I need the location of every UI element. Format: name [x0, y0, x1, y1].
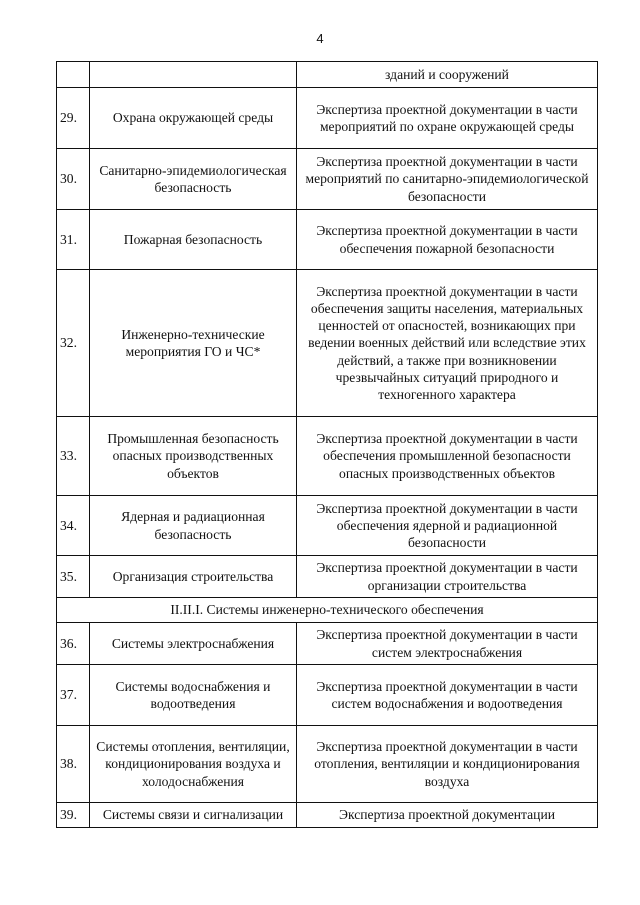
row-number: 32.	[57, 270, 90, 417]
row-name: Инженерно-технические мероприятия ГО и ЧС*	[90, 270, 297, 417]
table-row	[57, 88, 598, 149]
table-row	[57, 417, 598, 496]
row-number: 33.	[57, 417, 90, 496]
row-description: Экспертиза проектной документации	[297, 803, 598, 828]
row-name: Системы отопления, вентиляции, кондиционирования воздуха и холодоснабжения	[90, 726, 297, 803]
row-description: Экспертиза проектной документации в части систем электроснабжения	[297, 623, 598, 665]
row-description: зданий и сооружений	[297, 62, 598, 88]
table-row	[57, 149, 598, 210]
row-description: Экспертиза проектной документации в части обеспечения ядерной и радиационной безопасности	[297, 496, 598, 556]
row-number: 37.	[57, 665, 90, 726]
row-name: Санитарно-эпидемиологическая безопасность	[90, 149, 297, 210]
row-name: Организация строительства	[90, 556, 297, 598]
section-heading: II.II.I. Системы инженерно-технического обеспечения	[57, 598, 598, 623]
row-number: 34.	[57, 496, 90, 556]
expertise-table	[56, 61, 598, 828]
row-name: Системы связи и сигнализации	[90, 803, 297, 828]
row-description: Экспертиза проектной документации в части систем водоснабжения и водоотведения	[297, 665, 598, 726]
row-description: Экспертиза проектной документации в части отопления, вентиляции и кондиционирования воздуха	[297, 726, 598, 803]
row-name: Промышленная безопасность опасных производственных объектов	[90, 417, 297, 496]
row-description: Экспертиза проектной документации в части мероприятий по санитарно-эпидемиологической безопасности	[297, 149, 598, 210]
table-row	[57, 803, 598, 828]
row-number: 31.	[57, 210, 90, 270]
row-description: Экспертиза проектной документации в части организации строительства	[297, 556, 598, 598]
row-description: Экспертиза проектной документации в части обеспечения промышленной безопасности опасных производственных объектов	[297, 417, 598, 496]
table-row	[57, 496, 598, 556]
table-row	[57, 623, 598, 665]
row-name: Пожарная безопасность	[90, 210, 297, 270]
table-row	[57, 726, 598, 803]
row-name: Ядерная и радиационная безопасность	[90, 496, 297, 556]
table-row	[57, 270, 598, 417]
section-row	[57, 598, 598, 623]
row-description: Экспертиза проектной документации в части мероприятий по охране окружающей среды	[297, 88, 598, 149]
table-row	[57, 665, 598, 726]
table-row	[57, 62, 598, 88]
table-row	[57, 556, 598, 598]
row-description: Экспертиза проектной документации в части обеспечения защиты населения, материальных ценностей от опасностей, возникающих при ведении военных действий или вследствие этих действий, а также при возникновении чрезвычайных ситуаций природного и техногенного характера	[297, 270, 598, 417]
row-name	[90, 62, 297, 88]
row-number: 30.	[57, 149, 90, 210]
row-number: 29.	[57, 88, 90, 149]
row-name: Охрана окружающей среды	[90, 88, 297, 149]
row-number: 39.	[57, 803, 90, 828]
row-number	[57, 62, 90, 88]
row-number: 38.	[57, 726, 90, 803]
row-name: Системы водоснабжения и водоотведения	[90, 665, 297, 726]
row-name: Системы электроснабжения	[90, 623, 297, 665]
page-number: 4	[316, 31, 324, 46]
row-description: Экспертиза проектной документации в части обеспечения пожарной безопасности	[297, 210, 598, 270]
table-row	[57, 210, 598, 270]
row-number: 36.	[57, 623, 90, 665]
row-number: 35.	[57, 556, 90, 598]
